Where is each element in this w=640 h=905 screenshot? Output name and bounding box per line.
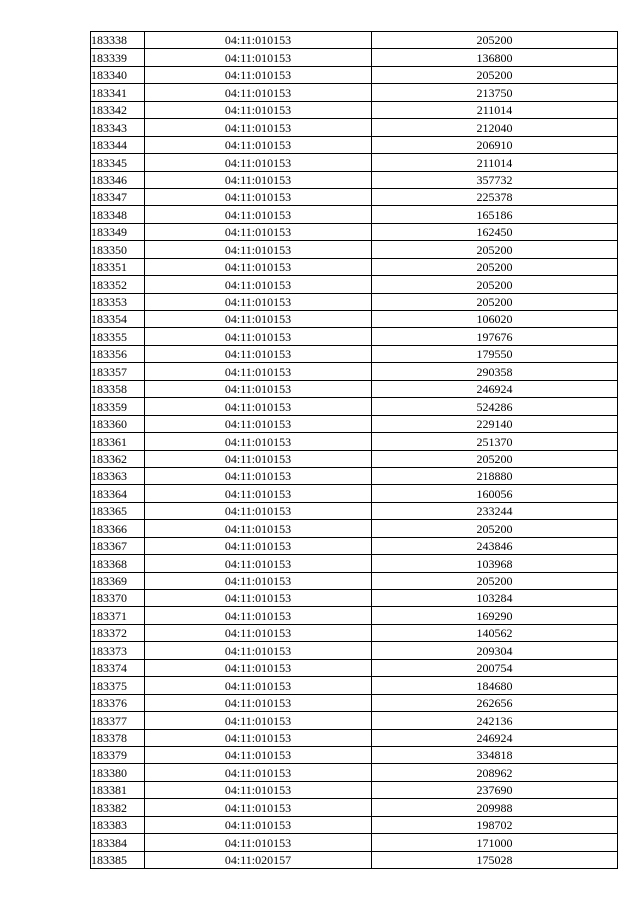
- table-row: [91, 363, 618, 380]
- table-row: [91, 781, 618, 798]
- amount-cell: 209304: [372, 642, 618, 659]
- code-cell: 04:11:010153: [145, 694, 372, 711]
- record-id-cell: 183354: [91, 311, 145, 328]
- record-id-cell: 183340: [91, 66, 145, 83]
- code-cell: 04:11:010153: [145, 607, 372, 624]
- amount-cell: 246924: [372, 380, 618, 397]
- amount-cell: 162450: [372, 223, 618, 240]
- table-row: [91, 241, 618, 258]
- table-row: [91, 136, 618, 153]
- amount-cell: 218880: [372, 467, 618, 484]
- record-id-cell: 183367: [91, 537, 145, 554]
- amount-cell: 197676: [372, 328, 618, 345]
- amount-cell: 140562: [372, 624, 618, 641]
- amount-cell: 205200: [372, 572, 618, 589]
- amount-cell: 171000: [372, 834, 618, 851]
- table-row: [91, 101, 618, 118]
- table-row: [91, 572, 618, 589]
- table-row: [91, 258, 618, 275]
- record-id-cell: 183360: [91, 415, 145, 432]
- code-cell: 04:11:010153: [145, 380, 372, 397]
- amount-cell: 175028: [372, 851, 618, 868]
- record-id-cell: 183378: [91, 729, 145, 746]
- record-id-cell: 183347: [91, 188, 145, 205]
- table-row: [91, 659, 618, 676]
- record-id-cell: 183382: [91, 799, 145, 816]
- table-row: [91, 834, 618, 851]
- record-id-cell: 183357: [91, 363, 145, 380]
- record-id-cell: 183353: [91, 293, 145, 310]
- record-id-cell: 183372: [91, 624, 145, 641]
- code-cell: 04:11:010153: [145, 590, 372, 607]
- record-id-cell: 183339: [91, 49, 145, 66]
- record-id-cell: 183371: [91, 607, 145, 624]
- amount-cell: 205200: [372, 293, 618, 310]
- amount-cell: 198702: [372, 816, 618, 833]
- record-id-cell: 183379: [91, 746, 145, 763]
- table-row: [91, 624, 618, 641]
- amount-cell: 246924: [372, 729, 618, 746]
- table-row: [91, 694, 618, 711]
- record-id-cell: 183375: [91, 677, 145, 694]
- record-id-cell: 183352: [91, 276, 145, 293]
- record-id-cell: 183374: [91, 659, 145, 676]
- table-row: [91, 415, 618, 432]
- code-cell: 04:11:010153: [145, 712, 372, 729]
- code-cell: 04:11:010153: [145, 677, 372, 694]
- amount-cell: 179550: [372, 345, 618, 362]
- record-id-cell: 183380: [91, 764, 145, 781]
- code-cell: 04:11:010153: [145, 171, 372, 188]
- record-id-cell: 183383: [91, 816, 145, 833]
- code-cell: 04:11:010153: [145, 188, 372, 205]
- record-id-cell: 183359: [91, 398, 145, 415]
- code-cell: 04:11:010153: [145, 276, 372, 293]
- code-cell: 04:11:010153: [145, 136, 372, 153]
- record-id-cell: 183342: [91, 101, 145, 118]
- table-row: [91, 49, 618, 66]
- table-row: [91, 520, 618, 537]
- code-cell: 04:11:010153: [145, 223, 372, 240]
- code-cell: 04:11:010153: [145, 101, 372, 118]
- code-cell: 04:11:010153: [145, 572, 372, 589]
- table-row: [91, 171, 618, 188]
- record-id-cell: 183363: [91, 467, 145, 484]
- table-row: [91, 84, 618, 101]
- amount-cell: 205200: [372, 276, 618, 293]
- table-row: [91, 66, 618, 83]
- table-row: [91, 712, 618, 729]
- code-cell: 04:11:010153: [145, 258, 372, 275]
- table-row: [91, 502, 618, 519]
- table-row: [91, 154, 618, 171]
- code-cell: 04:11:010153: [145, 834, 372, 851]
- record-id-cell: 183356: [91, 345, 145, 362]
- code-cell: 04:11:010153: [145, 485, 372, 502]
- amount-cell: 205200: [372, 258, 618, 275]
- code-cell: 04:11:010153: [145, 241, 372, 258]
- code-cell: 04:11:010153: [145, 502, 372, 519]
- code-cell: 04:11:010153: [145, 398, 372, 415]
- data-table: [90, 31, 618, 869]
- code-cell: 04:11:010153: [145, 415, 372, 432]
- code-cell: 04:11:010153: [145, 467, 372, 484]
- amount-cell: 200754: [372, 659, 618, 676]
- table-row: [91, 485, 618, 502]
- amount-cell: 136800: [372, 49, 618, 66]
- amount-cell: 165186: [372, 206, 618, 223]
- amount-cell: 233244: [372, 502, 618, 519]
- table-body: [91, 32, 618, 869]
- code-cell: 04:11:010153: [145, 537, 372, 554]
- amount-cell: 262656: [372, 694, 618, 711]
- record-id-cell: 183373: [91, 642, 145, 659]
- table-row: [91, 433, 618, 450]
- table-row: [91, 537, 618, 554]
- code-cell: 04:11:010153: [145, 816, 372, 833]
- table-row: [91, 276, 618, 293]
- code-cell: 04:11:010153: [145, 32, 372, 49]
- code-cell: 04:11:010153: [145, 746, 372, 763]
- table-row: [91, 851, 618, 868]
- amount-cell: 103284: [372, 590, 618, 607]
- record-id-cell: 183345: [91, 154, 145, 171]
- code-cell: 04:11:010153: [145, 642, 372, 659]
- amount-cell: 243846: [372, 537, 618, 554]
- amount-cell: 160056: [372, 485, 618, 502]
- code-cell: 04:11:010153: [145, 311, 372, 328]
- record-id-cell: 183369: [91, 572, 145, 589]
- table-row: [91, 590, 618, 607]
- record-id-cell: 183344: [91, 136, 145, 153]
- table-row: [91, 677, 618, 694]
- record-id-cell: 183368: [91, 555, 145, 572]
- code-cell: 04:11:010153: [145, 49, 372, 66]
- amount-cell: 184680: [372, 677, 618, 694]
- record-id-cell: 183343: [91, 119, 145, 136]
- record-id-cell: 183355: [91, 328, 145, 345]
- table-row: [91, 642, 618, 659]
- record-id-cell: 183350: [91, 241, 145, 258]
- amount-cell: 205200: [372, 450, 618, 467]
- code-cell: 04:11:010153: [145, 66, 372, 83]
- code-cell: 04:11:010153: [145, 154, 372, 171]
- table-row: [91, 119, 618, 136]
- amount-cell: 334818: [372, 746, 618, 763]
- record-id-cell: 183384: [91, 834, 145, 851]
- record-id-cell: 183362: [91, 450, 145, 467]
- record-id-cell: 183341: [91, 84, 145, 101]
- table-row: [91, 729, 618, 746]
- table-row: [91, 799, 618, 816]
- code-cell: 04:11:010153: [145, 555, 372, 572]
- record-id-cell: 183348: [91, 206, 145, 223]
- amount-cell: 103968: [372, 555, 618, 572]
- code-cell: 04:11:010153: [145, 781, 372, 798]
- table-row: [91, 380, 618, 397]
- code-cell: 04:11:010153: [145, 659, 372, 676]
- code-cell: 04:11:010153: [145, 624, 372, 641]
- amount-cell: 290358: [372, 363, 618, 380]
- amount-cell: 225378: [372, 188, 618, 205]
- table-row: [91, 746, 618, 763]
- table-row: [91, 450, 618, 467]
- amount-cell: 211014: [372, 154, 618, 171]
- code-cell: 04:11:010153: [145, 799, 372, 816]
- code-cell: 04:11:010153: [145, 764, 372, 781]
- code-cell: 04:11:010153: [145, 328, 372, 345]
- amount-cell: 208962: [372, 764, 618, 781]
- amount-cell: 229140: [372, 415, 618, 432]
- amount-cell: 205200: [372, 241, 618, 258]
- record-id-cell: 183365: [91, 502, 145, 519]
- record-id-cell: 183358: [91, 380, 145, 397]
- amount-cell: 242136: [372, 712, 618, 729]
- table-row: [91, 223, 618, 240]
- amount-cell: 251370: [372, 433, 618, 450]
- table-row: [91, 293, 618, 310]
- code-cell: 04:11:010153: [145, 84, 372, 101]
- record-id-cell: 183376: [91, 694, 145, 711]
- record-id-cell: 183346: [91, 171, 145, 188]
- code-cell: 04:11:010153: [145, 293, 372, 310]
- code-cell: 04:11:010153: [145, 450, 372, 467]
- code-cell: 04:11:010153: [145, 206, 372, 223]
- code-cell: 04:11:010153: [145, 433, 372, 450]
- table-row: [91, 467, 618, 484]
- amount-cell: 106020: [372, 311, 618, 328]
- amount-cell: 211014: [372, 101, 618, 118]
- table-row: [91, 206, 618, 223]
- record-id-cell: 183385: [91, 851, 145, 868]
- table-row: [91, 764, 618, 781]
- table-row: [91, 311, 618, 328]
- amount-cell: 237690: [372, 781, 618, 798]
- record-id-cell: 183370: [91, 590, 145, 607]
- code-cell: 04:11:010153: [145, 345, 372, 362]
- table-row: [91, 188, 618, 205]
- record-id-cell: 183361: [91, 433, 145, 450]
- record-id-cell: 183349: [91, 223, 145, 240]
- amount-cell: 209988: [372, 799, 618, 816]
- amount-cell: 524286: [372, 398, 618, 415]
- amount-cell: 205200: [372, 32, 618, 49]
- record-id-cell: 183381: [91, 781, 145, 798]
- code-cell: 04:11:020157: [145, 851, 372, 868]
- table-row: [91, 328, 618, 345]
- table-row: [91, 607, 618, 624]
- amount-cell: 205200: [372, 520, 618, 537]
- amount-cell: 357732: [372, 171, 618, 188]
- table-row: [91, 32, 618, 49]
- amount-cell: 205200: [372, 66, 618, 83]
- table-row: [91, 398, 618, 415]
- table-row: [91, 816, 618, 833]
- table-row: [91, 555, 618, 572]
- code-cell: 04:11:010153: [145, 119, 372, 136]
- code-cell: 04:11:010153: [145, 729, 372, 746]
- record-id-cell: 183364: [91, 485, 145, 502]
- record-id-cell: 183366: [91, 520, 145, 537]
- record-id-cell: 183377: [91, 712, 145, 729]
- record-id-cell: 183351: [91, 258, 145, 275]
- amount-cell: 213750: [372, 84, 618, 101]
- amount-cell: 212040: [372, 119, 618, 136]
- amount-cell: 169290: [372, 607, 618, 624]
- amount-cell: 206910: [372, 136, 618, 153]
- code-cell: 04:11:010153: [145, 363, 372, 380]
- record-id-cell: 183338: [91, 32, 145, 49]
- code-cell: 04:11:010153: [145, 520, 372, 537]
- table-row: [91, 345, 618, 362]
